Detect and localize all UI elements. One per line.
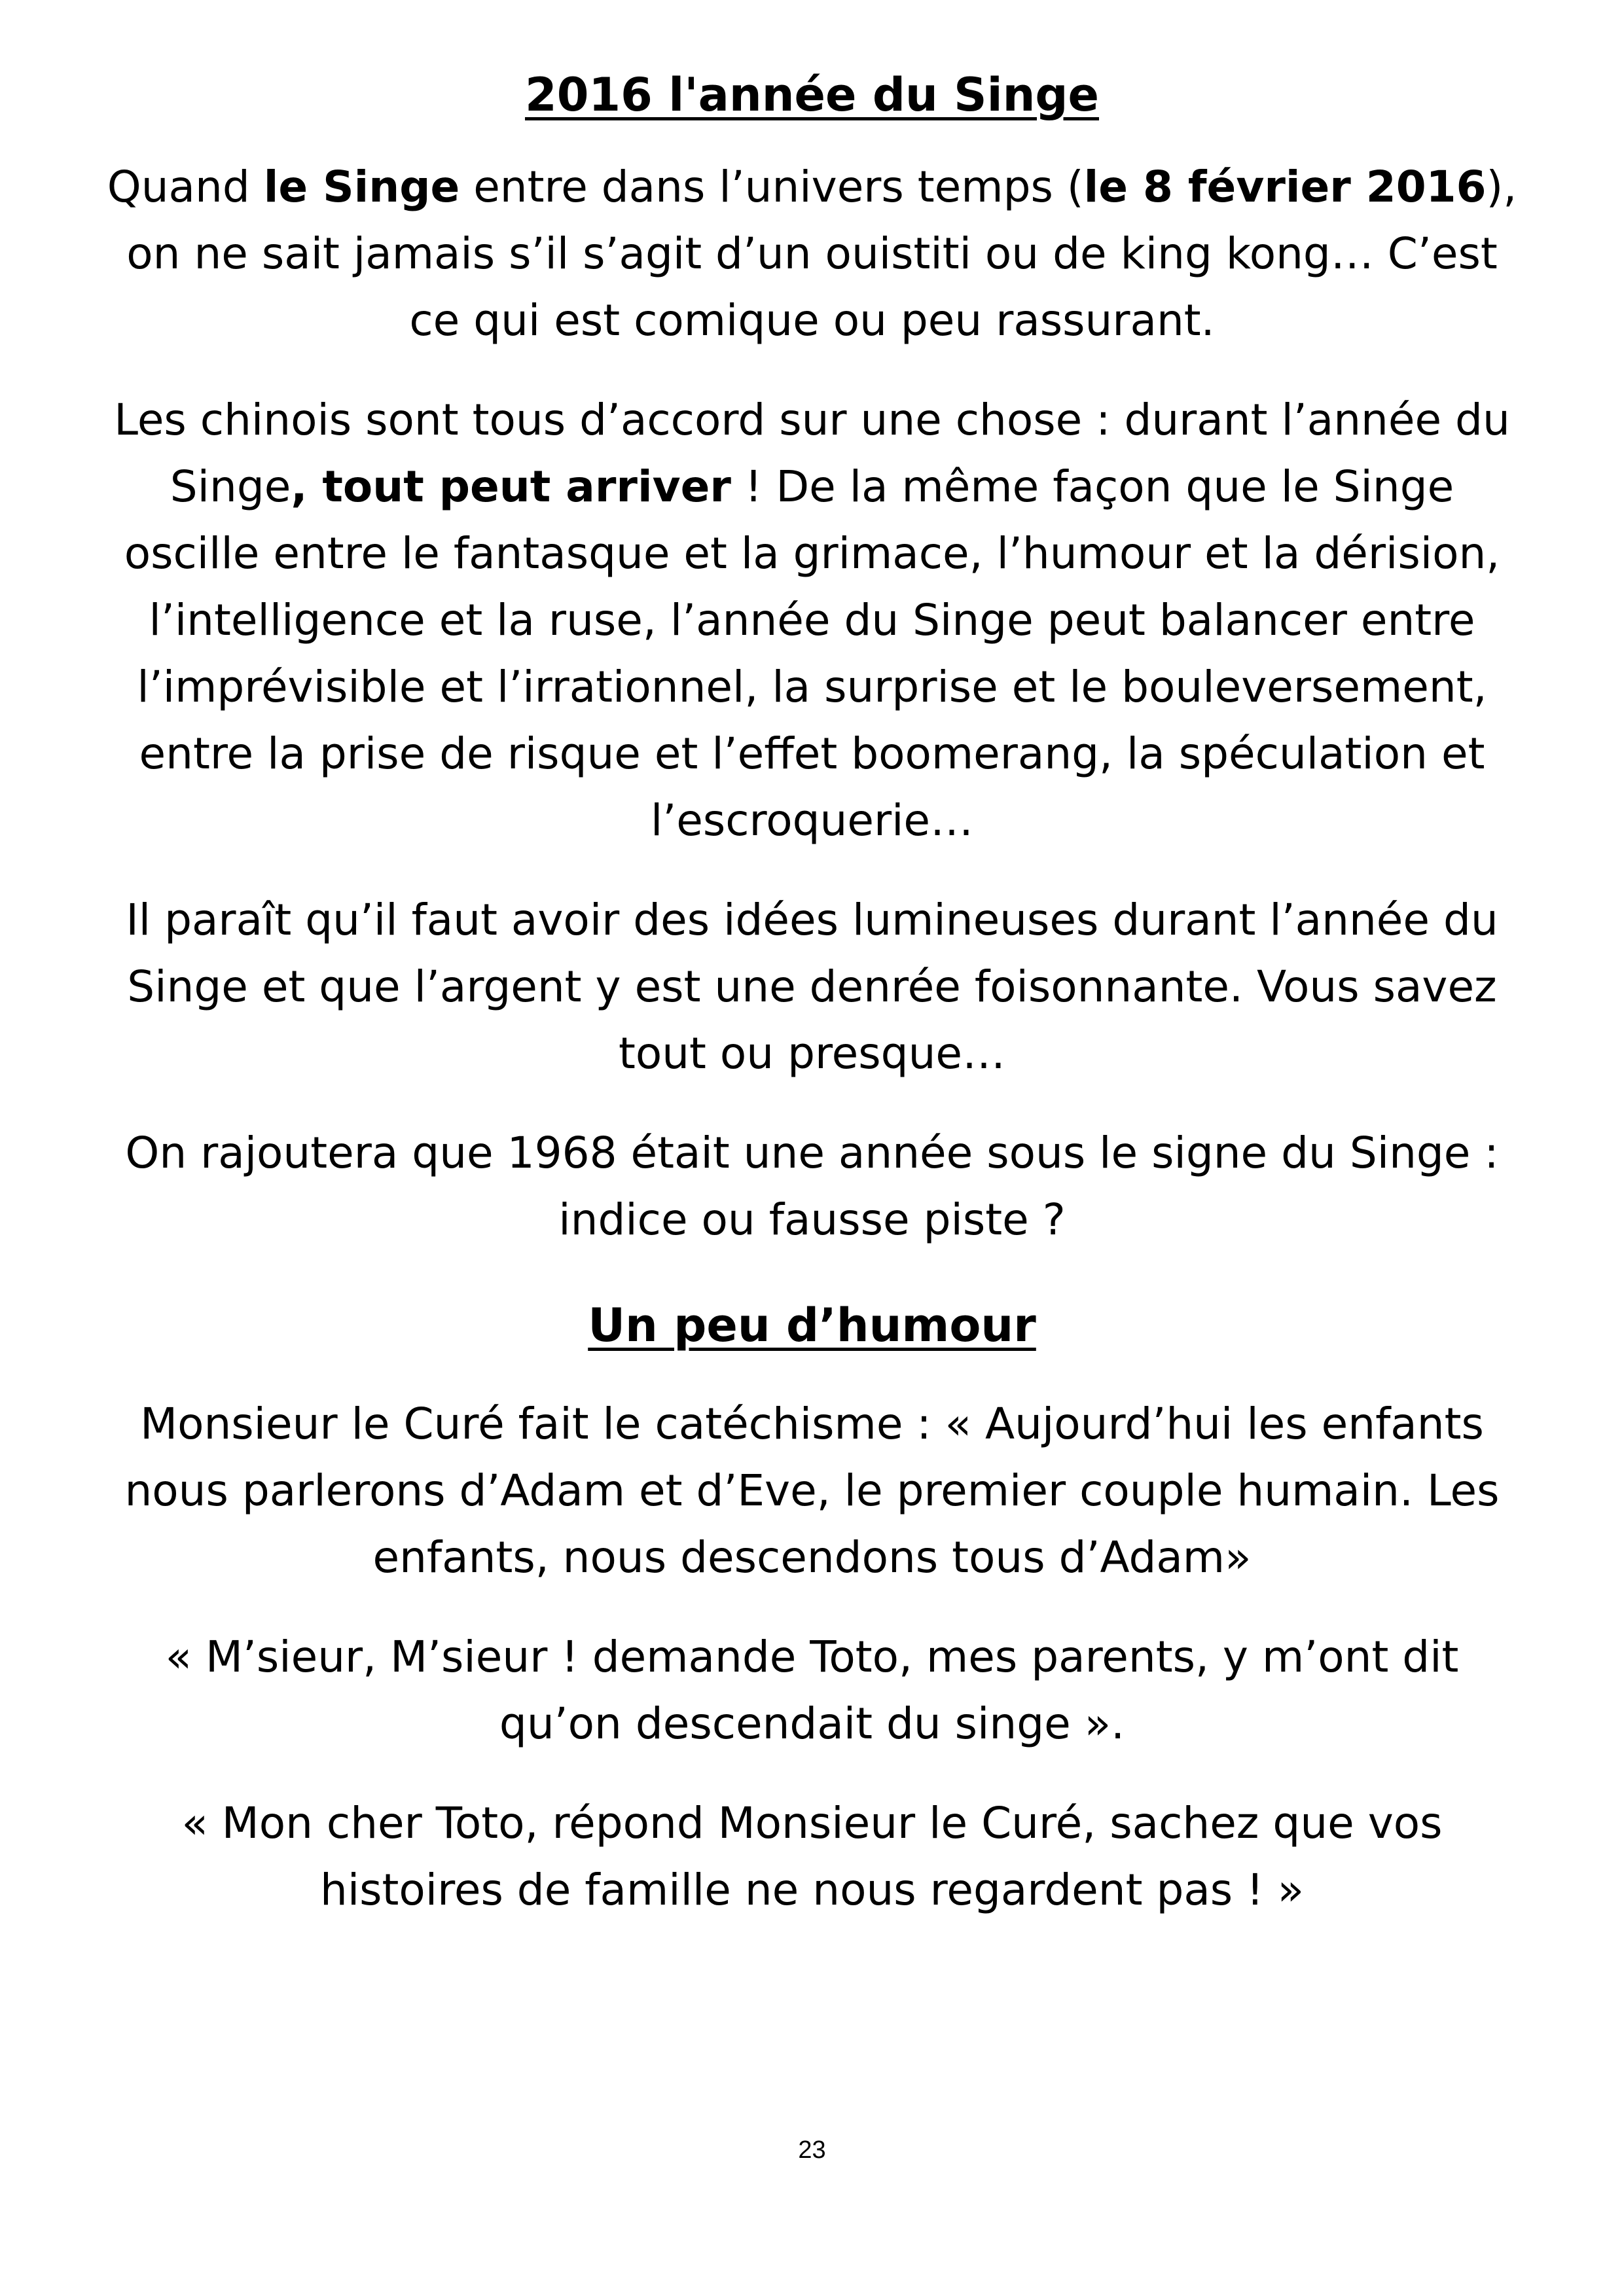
text-run: ! De la même façon que le Singe oscille entre le fantasque et la grimace, l’humour et la dérision, l’intelligence et la ruse, l’année du Singe peut balancer entre l’imprévisible et l’irrationnel, la surprise et le bouleversement, entre la prise de risque et l’effet boomerang, la spéculation et l’escroquerie… <box>124 461 1500 846</box>
text-run: Les chinois sont tous d’accord sur une chose : durant l’année du Singe <box>114 395 1510 512</box>
text-run: entre dans l’univers temps ( <box>460 162 1084 212</box>
page-title: 2016 l'année du Singe <box>525 68 1099 122</box>
section-heading: Un peu d’humour <box>588 1299 1036 1352</box>
text-run: ), on ne sait jamais s’il s’agit d’un ouistiti ou de king kong… C’est ce qui est comique ou peu rassurant. <box>126 162 1517 346</box>
paragraph-intro <box>105 154 1519 354</box>
paragraph-ideas: Il paraît qu’il faut avoir des idées lumineuses durant l’année du Singe et que l’argent y est une denrée foisonnante. Vous savez tout ou presque… <box>126 895 1498 1079</box>
page-number: 23 <box>798 2136 826 2164</box>
bold-text: , tout peut arriver <box>291 461 731 512</box>
paragraph-joke-3: « Mon cher Toto, répond Monsieur le Curé, sachez que vos histoires de famille ne nous regardent pas ! » <box>181 1798 1443 1915</box>
paragraph-joke-2: « M’sieur, M’sieur ! demande Toto, mes parents, y m’ont dit qu’on descendait du singe ». <box>165 1632 1459 1749</box>
bold-text: le Singe <box>263 162 460 212</box>
paragraph-joke-1: Monsieur le Curé fait le catéchisme : « Aujourd’hui les enfants nous parlerons d’Adam et d’Eve, le premier couple humain. Les enfants, nous descendons tous d’Adam» <box>124 1399 1500 1583</box>
text-run: Quand <box>107 162 264 212</box>
document-page <box>105 62 1519 1924</box>
paragraph-1968: On rajoutera que 1968 était une année sous le signe du Singe : indice ou fausse piste ? <box>125 1128 1499 1245</box>
bold-date: le 8 février 2016 <box>1083 162 1487 212</box>
paragraph-chinese <box>105 387 1519 854</box>
